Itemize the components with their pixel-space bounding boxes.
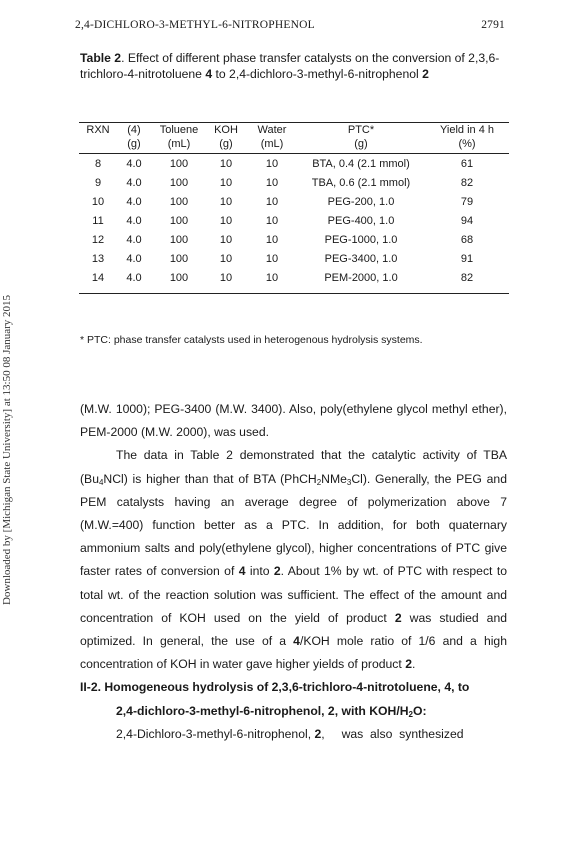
cell-toluene: 100 (169, 234, 189, 246)
table-label: Table 2 (80, 51, 122, 65)
cell-water: 10 (265, 177, 279, 189)
table-row (79, 194, 509, 213)
header-4: (4) (127, 124, 141, 136)
cell-water: 10 (265, 272, 279, 284)
running-head-title: 2,4-DICHLORO-3-METHYL-6-NITROPHENOL (75, 19, 315, 31)
cell-toluene: 100 (169, 158, 189, 170)
header-yield-unit: (%) (458, 138, 476, 150)
header-koh-unit: (g) (219, 138, 233, 150)
body-text (80, 398, 507, 746)
caption-compound-2: 2 (422, 67, 429, 81)
running-head (75, 19, 505, 31)
caption-compound-4: 4 (205, 67, 213, 81)
cell-rxn: 11 (92, 215, 104, 227)
cell-koh: 10 (219, 177, 233, 189)
caption-text: to 2,4-dichloro-3-methyl-6-nitrophenol (212, 67, 423, 81)
table-footnote: * PTC: phase transfer catalysts used in heterogenous hydrolysis systems. (80, 334, 423, 346)
cell-yield: 68 (460, 234, 474, 246)
cell-toluene: 100 (169, 253, 189, 265)
cell-toluene: 100 (169, 215, 189, 227)
cell-koh: 10 (219, 234, 233, 246)
table-caption (80, 50, 510, 82)
table-row (79, 251, 509, 270)
cell-koh: 10 (219, 272, 233, 284)
section-heading-line-2: 2,4-dichloro-3-methyl-6-nitrophenol, 2, with KOH/$H_2O$: (116, 703, 427, 719)
paragraph-2: The data in Table 2 demonstrated that the catalytic activity of TBA $(Bu_4NCl)$ is higher than that of BTA (PhCH$_2$NMe$_3$Cl). Generally, the PEG and PEM catalysts having an average degree of polymerization above 7 (M.W.=400) function better as a PTC. In addition, for both quaternary ammonium salts and poly(ethylene glycol), higher concentrations of PTC give faster rates of conversion of 4 into 2. About 1% by wt. of PTC with respect to total wt. of the reaction solution was sufficient. The effect of the amount and concentration of KOH used on the yield of product 2 was studied and optimized. In general, the use of a 4/KOH mole ratio of 1/6 and a high concentration of KOH in water gave higher yields of product 2. (80, 448, 508, 672)
table-body (79, 156, 509, 289)
header-water-unit: (mL) (260, 138, 284, 150)
page-number: 2791 (481, 19, 505, 31)
cell-koh: 10 (219, 158, 233, 170)
cell-water: 10 (265, 215, 279, 227)
section-heading-line-1: II-2. Homogeneous hydrolysis of 2,3,6-trichloro-4-nitrotoluene, 4, to (80, 680, 470, 695)
cell-koh: 10 (219, 215, 233, 227)
cell-ptc: PEG-3400, 1.0 (324, 253, 398, 265)
cell-yield: 91 (460, 253, 474, 265)
table-header-row-1 (79, 123, 509, 137)
header-water: Water (257, 124, 287, 136)
paragraph-3: 2,4-Dichloro-3-methyl-6-nitrophenol, 2, was also synthesized (116, 726, 464, 741)
paragraph-1: (M.W. 1000); PEG-3400 (M.W. 3400). Also, poly(ethylene glycol methyl ether), PEM-2000 (M.W. 2000), was used. (80, 402, 507, 440)
table-header-row-2 (79, 137, 509, 151)
cell-koh: 10 (219, 196, 233, 208)
cell-yield: 82 (460, 272, 474, 284)
cell-toluene: 100 (169, 196, 189, 208)
cell-4: 4.0 (126, 253, 142, 265)
header-toluene-unit: (mL) (167, 138, 191, 150)
cell-yield: 79 (460, 196, 474, 208)
cell-water: 10 (265, 158, 279, 170)
catalyst-table (79, 122, 509, 294)
cell-toluene: 100 (169, 177, 189, 189)
header-toluene: Toluene (159, 124, 199, 136)
header-rxn: RXN (86, 124, 110, 136)
cell-rxn: 13 (91, 253, 105, 265)
header-ptc-unit: (g) (354, 138, 368, 150)
download-watermark-text: Downloaded by [Michigan State University] at 13:50 08 January 2015 (1, 294, 13, 606)
cell-4: 4.0 (126, 177, 142, 189)
cell-rxn: 14 (91, 272, 105, 284)
download-watermark (0, 0, 16, 864)
table-row (79, 270, 509, 289)
cell-yield: 82 (460, 177, 474, 189)
table-row (79, 232, 509, 251)
cell-4: 4.0 (126, 158, 142, 170)
cell-4: 4.0 (126, 234, 142, 246)
cell-ptc: BTA, 0.4 (2.1 mmol) (312, 158, 410, 170)
cell-water: 10 (265, 196, 279, 208)
cell-ptc: PEG-1000, 1.0 (324, 234, 398, 246)
cell-water: 10 (265, 253, 279, 265)
cell-rxn: 8 (94, 158, 102, 170)
table-header-rule (79, 153, 509, 154)
cell-rxn: 10 (91, 196, 105, 208)
cell-yield: 61 (460, 158, 474, 170)
table-bottom-rule (79, 293, 509, 294)
cell-ptc: PEG-400, 1.0 (327, 215, 395, 227)
header-yield: Yield in 4 h (439, 124, 495, 136)
table-row (79, 156, 509, 175)
header-koh: KOH (214, 124, 238, 136)
table-row (79, 175, 509, 194)
cell-4: 4.0 (126, 272, 142, 284)
cell-yield: 94 (460, 215, 474, 227)
cell-toluene: 100 (169, 272, 189, 284)
cell-4: 4.0 (126, 215, 142, 227)
cell-rxn: 12 (91, 234, 105, 246)
cell-ptc: PEM-2000, 1.0 (324, 272, 398, 284)
table-row (79, 213, 509, 232)
section-heading (80, 676, 507, 722)
caption-text: . Effect of different phase transfer catalysts on the conversion of 2,3,6-trichloro-4-nitrotoluene (80, 51, 500, 81)
cell-koh: 10 (219, 253, 233, 265)
cell-ptc: TBA, 0.6 (2.1 mmol) (311, 177, 411, 189)
cell-rxn: 9 (94, 177, 102, 189)
cell-water: 10 (265, 234, 279, 246)
header-ptc: PTC* (347, 124, 375, 136)
cell-ptc: PEG-200, 1.0 (327, 196, 395, 208)
cell-4: 4.0 (126, 196, 142, 208)
header-4-unit: (g) (127, 138, 141, 150)
